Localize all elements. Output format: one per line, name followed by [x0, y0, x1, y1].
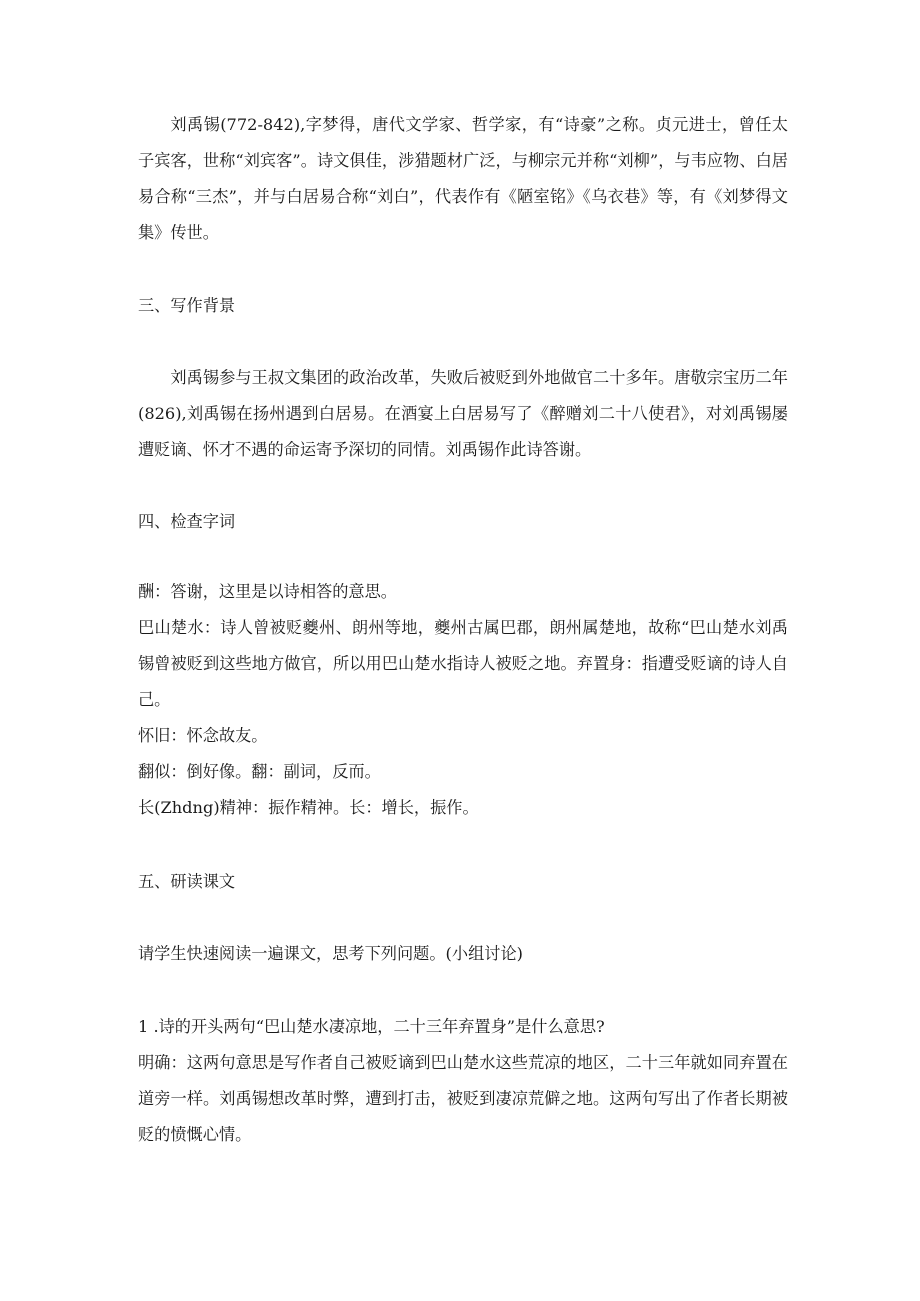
vocab-entry-huaijiu: 怀旧：怀念故友。 — [138, 726, 268, 745]
author-bio-paragraph: 刘禹锡(772-842),字梦得，唐代文学家、哲学家，有“诗豪”之称。贞元进士，曾任太子宾客，世称“刘宾客”。诗文俱佳，涉猎题材广泛，与柳宗元并称“刘柳”，与韦应物、白居易合称“三杰”，并与白居易合称“刘白”，代表作有《陋室铭》《乌衣巷》等，有《刘梦得文集》传世。 — [138, 115, 788, 242]
section-4-heading: 四、检查字词 — [138, 512, 236, 531]
section-3-heading: 三、写作背景 — [138, 296, 236, 315]
vocab-entry-bashanchushui: 巴山楚水：诗人曾被贬夔州、朗州等地，夔州古属巴郡，朗州属楚地，故称“巴山楚水刘禹锡曾被贬到这些地方做官，所以用巴山楚水指诗人被贬之地。弃置身：指遭受贬谪的诗人自己。 — [138, 618, 788, 709]
section-3-body-block — [138, 360, 788, 468]
vocab-entry-fansi: 翻似：倒好像。翻：副词，反而。 — [138, 762, 381, 781]
question-1-block — [138, 1009, 788, 1153]
vocabulary-list — [138, 574, 788, 826]
section-5-intro-block — [138, 936, 788, 972]
writing-background-paragraph: 刘禹锡参与王叔文集团的政治改革，失败后被贬到外地做官二十多年。唐敬宗宝历二年(826),刘禹锡在扬州遇到白居易。在酒宴上白居易写了《醉赠刘二十八使君》，对刘禹锡屡遭贬谪、怀才不遇的命运寄予深切的同情。刘禹锡作此诗答谢。 — [138, 368, 788, 459]
question-1: 1 .诗的开头两句“巴山楚水凄凉地，二十三年弃置身”是什么意思? — [138, 1017, 605, 1036]
section-4-heading-block — [138, 510, 788, 534]
reading-instruction: 请学生快速阅读一遍课文，思考下列问题。(小组讨论) — [138, 944, 523, 963]
author-bio-block — [138, 107, 788, 251]
section-5-heading: 五、研读课文 — [138, 872, 236, 891]
section-5-heading-block — [138, 870, 788, 894]
answer-1: 明确：这两句意思是写作者自己被贬谪到巴山楚水这些荒凉的地区，二十三年就如同弃置在道旁一样。刘禹锡想改革时弊，遭到打击，被贬到凄凉荒僻之地。这两句写出了作者长期被贬的愤慨心情。 — [138, 1053, 788, 1144]
vocab-entry-chou: 酬：答谢，这里是以诗相答的意思。 — [138, 582, 397, 601]
vocab-entry-zhangjingshen: 长(Zhdng)精神：振作精神。长：增长，振作。 — [138, 798, 479, 817]
section-3-heading-block — [138, 294, 788, 318]
